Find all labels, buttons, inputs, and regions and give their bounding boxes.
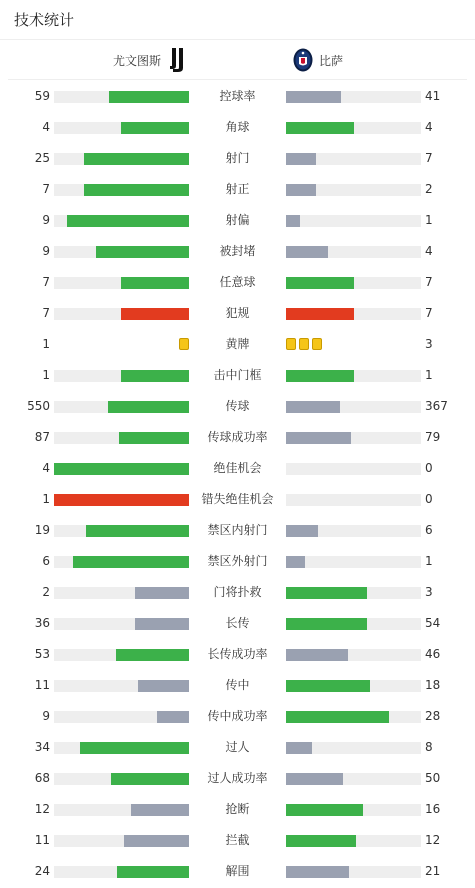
home-stat-value: 59: [34, 89, 50, 103]
home-stat-bar-fill: [119, 432, 189, 444]
teams-header: [8, 40, 467, 80]
home-stat-value: 24: [34, 864, 50, 878]
home-stat-value: 4: [42, 461, 50, 475]
home-stat-value: 12: [34, 802, 50, 816]
stat-label: 禁区外射门: [207, 554, 268, 568]
home-stat-bar-fill: [138, 680, 189, 692]
stat-row: [0, 360, 475, 391]
away-stat-bar-fill: [286, 308, 354, 320]
home-stat-bar-fill: [84, 184, 189, 196]
away-stat-bar-track: [286, 215, 421, 227]
home-stat-value: 7: [42, 275, 50, 289]
home-stat-bar-fill: [121, 370, 189, 382]
away-stat-value: 1: [425, 554, 433, 568]
home-stat-bar-fill: [135, 618, 189, 630]
away-stat-bar-fill: [286, 122, 354, 134]
away-stat-value: 367: [425, 399, 448, 413]
away-stat-bar-track: [286, 153, 421, 165]
stat-row: [0, 329, 475, 360]
home-stat-bar-fill: [121, 122, 189, 134]
stat-label: 任意球: [219, 275, 256, 289]
home-stat-bar-fill: [124, 835, 189, 847]
home-stat-value: 4: [42, 120, 50, 134]
home-stat-bar-fill: [135, 587, 189, 599]
stat-row: [0, 205, 475, 236]
away-stat-value: 4: [425, 120, 433, 134]
away-stat-bar-fill: [286, 618, 367, 630]
stat-row: [0, 174, 475, 205]
stat-row: [0, 515, 475, 546]
home-stat-value: 34: [34, 740, 50, 754]
stat-row: [0, 794, 475, 825]
away-stat-bar-track: [286, 277, 421, 289]
away-stat-value: 18: [425, 678, 441, 692]
home-stat-bar-fill: [96, 246, 189, 258]
away-stat-bar-track: [286, 246, 421, 258]
away-stat-bar-track: [286, 525, 421, 537]
stat-label: 解围: [225, 864, 250, 878]
home-stat-bar-fill: [121, 308, 189, 320]
home-stat-bar-track: [54, 742, 189, 754]
stat-row: [0, 701, 475, 732]
away-stat-bar-track: [286, 556, 421, 568]
home-stat-bar-track: [54, 866, 189, 878]
stat-row: [0, 732, 475, 763]
home-stat-bar-track: [54, 525, 189, 537]
stat-row: [0, 484, 475, 515]
away-stat-bar-fill: [286, 835, 356, 847]
away-stat-bar-track: [286, 649, 421, 661]
home-stat-bar-fill: [116, 649, 189, 661]
away-stat-bar-track: [286, 494, 421, 506]
stat-label: 门将扑救: [213, 585, 262, 599]
stat-label: 被封堵: [219, 244, 256, 258]
away-stat-bar-fill: [286, 184, 316, 196]
home-stat-bar-fill: [117, 866, 189, 878]
home-stat-bar-track: [54, 618, 189, 630]
away-stat-value: 7: [425, 151, 433, 165]
home-stat-value: 6: [42, 554, 50, 568]
home-stat-bar-fill: [67, 215, 189, 227]
away-stat-value: 1: [425, 368, 433, 382]
pisa-logo-icon: [293, 48, 313, 72]
stat-row: [0, 453, 475, 484]
away-stat-bar-fill: [286, 525, 318, 537]
home-yellow-cards: [179, 338, 189, 351]
away-stat-bar-track: [286, 742, 421, 754]
home-stat-bar-track: [54, 401, 189, 413]
home-stat-value: 1: [42, 492, 50, 506]
stat-row: [0, 391, 475, 422]
stat-row: [0, 670, 475, 701]
home-stat-bar-track: [54, 91, 189, 103]
stat-label: 黄牌: [225, 337, 250, 351]
home-stat-bar-track: [54, 587, 189, 599]
home-stat-value: 11: [34, 678, 50, 692]
home-stat-value: 2: [42, 585, 50, 599]
stat-label: 过人成功率: [207, 771, 268, 785]
away-stat-bar-fill: [286, 91, 341, 103]
stat-row: [0, 236, 475, 267]
away-stat-value: 1: [425, 213, 433, 227]
home-stat-value: 68: [34, 771, 50, 785]
away-stat-value: 2: [425, 182, 433, 196]
away-stat-bar-fill: [286, 742, 312, 754]
home-stat-bar-track: [54, 463, 189, 475]
away-stat-value: 8: [425, 740, 433, 754]
stat-label: 抢断: [225, 802, 250, 816]
stat-label: 射偏: [225, 213, 250, 227]
away-stat-bar-track: [286, 432, 421, 444]
home-stat-bar-track: [54, 494, 189, 506]
away-stat-value: 0: [425, 492, 433, 506]
away-stat-value: 4: [425, 244, 433, 258]
home-stat-bar-track: [54, 432, 189, 444]
stat-label: 角球: [225, 120, 250, 134]
stat-label: 长传成功率: [207, 647, 268, 661]
away-team-name: 比萨: [319, 53, 344, 68]
away-stat-value: 79: [425, 430, 441, 444]
away-stat-bar-track: [286, 184, 421, 196]
away-stat-bar-fill: [286, 711, 389, 723]
stat-row: [0, 825, 475, 856]
stat-label: 控球率: [219, 89, 256, 103]
away-stat-value: 6: [425, 523, 433, 537]
away-yellow-cards: [286, 338, 322, 351]
stat-row: [0, 763, 475, 794]
away-stat-value: 7: [425, 275, 433, 289]
stat-label: 过人: [225, 740, 250, 754]
away-team[interactable]: [293, 40, 343, 80]
away-stat-value: 28: [425, 709, 441, 723]
home-stat-value: 25: [34, 151, 50, 165]
away-stat-bar-fill: [286, 649, 348, 661]
home-stat-value: 1: [42, 337, 50, 351]
away-stat-bar-track: [286, 711, 421, 723]
stat-row: [0, 639, 475, 670]
away-stat-bar-fill: [286, 556, 305, 568]
away-stat-bar-track: [286, 866, 421, 878]
stat-label: 犯规: [225, 306, 250, 320]
away-stat-value: 3: [425, 337, 433, 351]
juventus-logo-icon: [169, 47, 187, 73]
home-stat-bar-track: [54, 835, 189, 847]
stat-label: 拦截: [225, 833, 250, 847]
home-stat-bar-fill: [157, 711, 189, 723]
home-stat-bar-track: [54, 153, 189, 165]
home-stat-bar-fill: [73, 556, 189, 568]
home-stat-bar-track: [54, 711, 189, 723]
stat-label: 射正: [225, 182, 250, 196]
home-stat-value: 36: [34, 616, 50, 630]
stat-row: [0, 577, 475, 608]
home-team[interactable]: [113, 40, 187, 80]
away-stat-bar-track: [286, 618, 421, 630]
page-header: [0, 0, 475, 40]
home-stat-bar-track: [54, 308, 189, 320]
stat-label: 绝佳机会: [213, 461, 262, 475]
away-stat-value: 12: [425, 833, 441, 847]
home-stat-bar-track: [54, 246, 189, 258]
yellow-card-icon: [299, 338, 309, 350]
away-stat-bar-track: [286, 308, 421, 320]
stat-row: [0, 422, 475, 453]
away-stat-bar-fill: [286, 153, 316, 165]
home-stat-bar-track: [54, 122, 189, 134]
away-stat-bar-track: [286, 773, 421, 785]
home-stat-bar-track: [54, 649, 189, 661]
away-stat-bar-track: [286, 463, 421, 475]
yellow-card-icon: [179, 338, 189, 350]
home-stat-bar-fill: [54, 463, 189, 475]
away-stat-value: 21: [425, 864, 441, 878]
home-stat-bar-track: [54, 556, 189, 568]
stat-label: 错失绝佳机会: [201, 492, 274, 506]
away-stat-bar-track: [286, 587, 421, 599]
home-stat-bar-fill: [131, 804, 189, 816]
stat-label: 传中成功率: [207, 709, 268, 723]
away-stat-bar-fill: [286, 680, 370, 692]
stat-row: [0, 856, 475, 887]
yellow-card-icon: [312, 338, 322, 350]
stat-row: [0, 546, 475, 577]
home-stat-bar-track: [54, 370, 189, 382]
away-stat-value: 41: [425, 89, 441, 103]
away-stat-bar-track: [286, 680, 421, 692]
away-stat-value: 46: [425, 647, 441, 661]
away-stat-value: 54: [425, 616, 441, 630]
home-stat-bar-fill: [54, 494, 189, 506]
home-stat-value: 87: [34, 430, 50, 444]
away-stat-bar-fill: [286, 370, 354, 382]
away-stat-bar-fill: [286, 587, 367, 599]
yellow-card-icon: [286, 338, 296, 350]
away-stat-value: 50: [425, 771, 441, 785]
stat-label: 传球成功率: [207, 430, 268, 444]
away-stat-bar-fill: [286, 277, 354, 289]
stat-label: 传中: [225, 678, 250, 692]
home-stat-bar-fill: [121, 277, 189, 289]
home-stat-bar-fill: [111, 773, 189, 785]
home-stat-bar-track: [54, 184, 189, 196]
home-stat-value: 9: [42, 709, 50, 723]
away-stat-bar-track: [286, 401, 421, 413]
home-stat-value: 19: [34, 523, 50, 537]
away-stat-value: 0: [425, 461, 433, 475]
home-stat-bar-fill: [84, 153, 189, 165]
home-stat-value: 9: [42, 244, 50, 258]
away-stat-bar-track: [286, 804, 421, 816]
away-stat-bar-fill: [286, 215, 300, 227]
stat-row: [0, 143, 475, 174]
stat-label: 射门: [225, 151, 250, 165]
away-stat-value: 16: [425, 802, 441, 816]
home-stat-bar-fill: [108, 401, 189, 413]
away-stat-value: 3: [425, 585, 433, 599]
stat-row: [0, 81, 475, 112]
home-stat-value: 7: [42, 182, 50, 196]
home-stat-value: 1: [42, 368, 50, 382]
away-stat-bar-fill: [286, 866, 349, 878]
stat-row: [0, 608, 475, 639]
away-stat-bar-fill: [286, 432, 351, 444]
home-stat-bar-track: [54, 804, 189, 816]
away-stat-bar-fill: [286, 804, 363, 816]
home-stat-value: 11: [34, 833, 50, 847]
home-stat-value: 9: [42, 213, 50, 227]
stat-row: [0, 112, 475, 143]
stat-label: 禁区内射门: [207, 523, 268, 537]
stat-label: 传球: [225, 399, 250, 413]
away-stat-bar-fill: [286, 773, 343, 785]
home-stat-value: 7: [42, 306, 50, 320]
away-stat-bar-fill: [286, 401, 340, 413]
away-stat-bar-fill: [286, 246, 328, 258]
home-stat-bar-track: [54, 773, 189, 785]
stat-row: [0, 298, 475, 329]
away-stat-bar-track: [286, 91, 421, 103]
home-stat-value: 550: [27, 399, 50, 413]
home-stat-bar-track: [54, 680, 189, 692]
away-stat-value: 7: [425, 306, 433, 320]
home-stat-bar-fill: [86, 525, 189, 537]
stats-table: [0, 81, 475, 887]
away-stat-bar-track: [286, 370, 421, 382]
away-stat-bar-track: [286, 835, 421, 847]
home-team-name: 尤文图斯: [112, 53, 161, 68]
home-stat-bar-track: [54, 215, 189, 227]
stat-label: 击中门框: [213, 368, 262, 382]
page-title: 技术统计: [14, 11, 75, 29]
stat-row: [0, 267, 475, 298]
home-stat-bar-track: [54, 277, 189, 289]
home-stat-value: 53: [34, 647, 50, 661]
home-stat-bar-fill: [80, 742, 189, 754]
away-stat-bar-track: [286, 122, 421, 134]
home-stat-bar-fill: [109, 91, 189, 103]
stat-label: 长传: [225, 616, 250, 630]
